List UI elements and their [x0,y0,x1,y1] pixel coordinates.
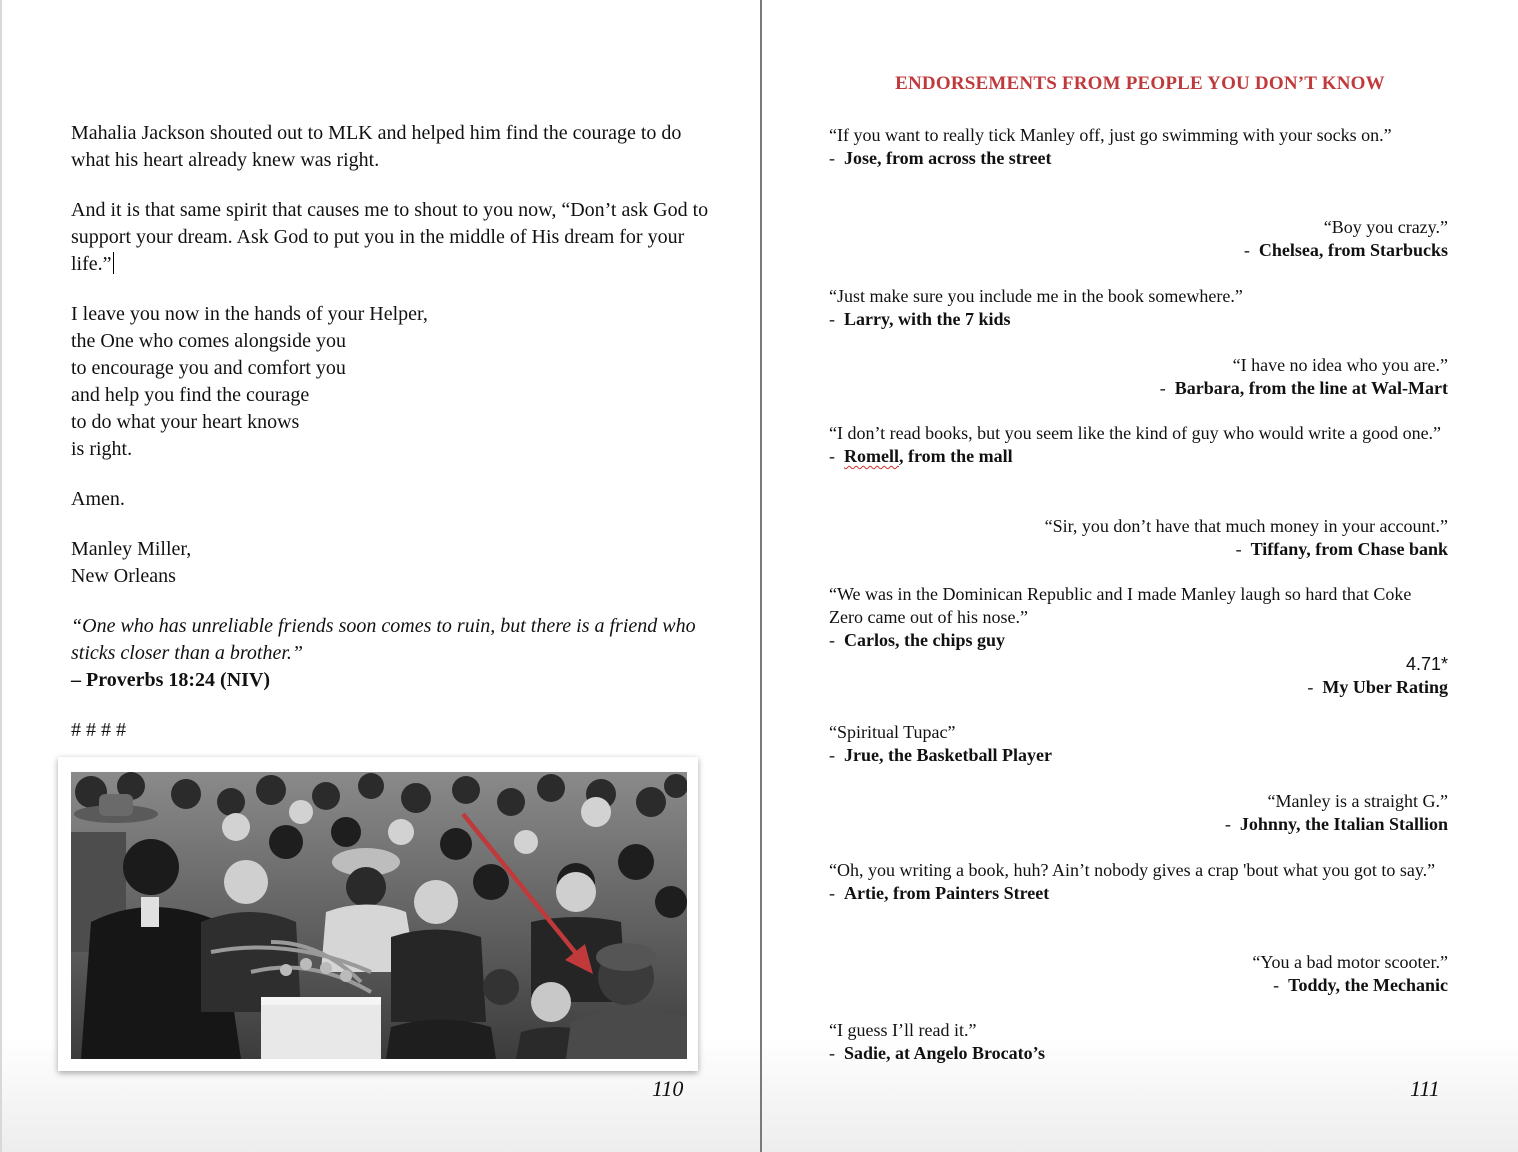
endorsement-author: My Uber Rating [1322,677,1448,697]
endorsement-item [829,216,1448,262]
prayer-line: to encourage you and comfort you [71,357,346,379]
endorsement-quote: “Oh, you writing a book, huh? Ain’t nobody gives a crap 'bout what you got to say.” [829,860,1436,880]
endorsement-quote: “Manley is a straight G.” [1267,791,1448,811]
photo-frame[interactable] [58,757,698,1071]
prayer-line: the One who comes alongside you [71,330,346,352]
dash: - [1235,539,1242,559]
dash: - [1159,378,1166,398]
prayer-line: to do what your heart knows [71,411,300,433]
prayer-block [71,301,711,463]
endorsement-item [829,515,1448,561]
proverb-reference: – Proverbs 18:24 (NIV) [71,669,271,691]
endorsement-author: Jrue, the Basketball Player [844,745,1052,765]
proverb-quote: “One who has unreliable friends soon comes to ruin, but there is a friend who sticks closer than a brother.” [71,615,696,664]
paragraph-mahalia: Mahalia Jackson shouted out to MLK and helped him find the courage to do what his heart already knew was right. [71,122,682,171]
endorsement-item [829,354,1448,400]
endorsements-title: ENDORSEMENTS FROM PEOPLE YOU DON’T KNOW [895,73,1385,94]
endorsement-author: Jose, from across the street [844,148,1052,168]
dash: - [829,745,835,765]
endorsement-author: Toddy, the Mechanic [1288,975,1448,995]
endorsement-author: Johnny, the Italian Stallion [1239,814,1448,834]
endorsement-quote: “I have no idea who you are.” [1232,355,1448,375]
endorsement-quote: “I don’t read books, but you seem like the kind of guy who would write a good one.” [829,423,1442,443]
amen: Amen. [71,488,125,510]
text-cursor [113,252,114,274]
endorsement-author-rest: , from the mall [898,446,1013,466]
page-edge [0,0,2,1152]
endorsement-item [829,583,1448,652]
endorsement-author: Chelsea, from Starbucks [1258,240,1448,260]
endorsement-quote: “Boy you crazy.” [1323,217,1448,237]
signature [71,536,711,590]
endorsement-quote: “Sir, you don’t have that much money in your account.” [1044,516,1448,536]
dash: - [829,446,835,466]
endorsement-author: Barbara, from the line at Wal-Mart [1174,378,1448,398]
endorsement-quote: “If you want to really tick Manley off, just go swimming with your socks on.” [829,125,1392,145]
endorsement-item [829,422,1448,468]
endorsement-quote: “Spiritual Tupac” [829,722,956,742]
paragraph-spirit [71,197,711,278]
spellcheck-flagged-word[interactable]: Romell [844,446,899,466]
endorsement-item [829,721,1448,767]
dash: - [829,630,835,650]
prayer-line: and help you find the courage [71,384,310,406]
endorsement-item [829,790,1448,836]
dash: - [829,148,835,168]
dash: - [829,309,835,329]
endorsement-quote: “I guess I’ll read it.” [829,1020,977,1040]
endorsement-item [829,653,1448,699]
dash: - [829,883,835,903]
right-page [762,0,1518,1152]
endorsement-author: Artie, from Painters Street [844,883,1050,903]
uber-rating-value: 4.71* [1405,654,1448,674]
page-number-right: 111 [1410,1076,1440,1101]
endorsement-author: Sadie, at Angelo Brocato’s [844,1043,1045,1063]
endorsement-item [829,1019,1448,1065]
dash: - [829,1043,835,1063]
dash: - [1307,677,1314,697]
endorsement-item [829,859,1448,905]
dash: - [1273,975,1280,995]
endorsement-quote: “You a bad motor scooter.” [1252,952,1448,972]
signature-city: New Orleans [71,565,176,587]
endorsement-quote: “We was in the Dominican Republic and I made Manley laugh so hard that Coke Zero came out of his nose.” [829,584,1412,627]
photo-crowd-icon [71,772,687,1059]
prayer-line: is right. [71,438,133,460]
left-page-text[interactable] [71,120,711,767]
dash: - [1224,814,1231,834]
page-number-left: 110 [652,1076,684,1101]
endorsement-item [829,124,1448,170]
endorsement-author: Tiffany, from Chase bank [1250,539,1448,559]
endorsement-item [829,285,1448,331]
endorsement-author: Carlos, the chips guy [844,630,1006,650]
section-separator: # # # # [71,719,126,741]
dash: - [1243,240,1250,260]
paragraph-spirit-text: And it is that same spirit that causes me to shout to you now, “Don’t ask God to support your dream. Ask God to put you in the middle of His dream for your life.” [71,199,709,275]
signature-name: Manley Miller, [71,538,192,560]
endorsement-author: Larry, with the 7 kids [844,309,1011,329]
endorsement-quote: “Just make sure you include me in the book somewhere.” [829,286,1243,306]
endorsement-item [829,951,1448,997]
prayer-line: I leave you now in the hands of your Helper, [71,303,428,325]
